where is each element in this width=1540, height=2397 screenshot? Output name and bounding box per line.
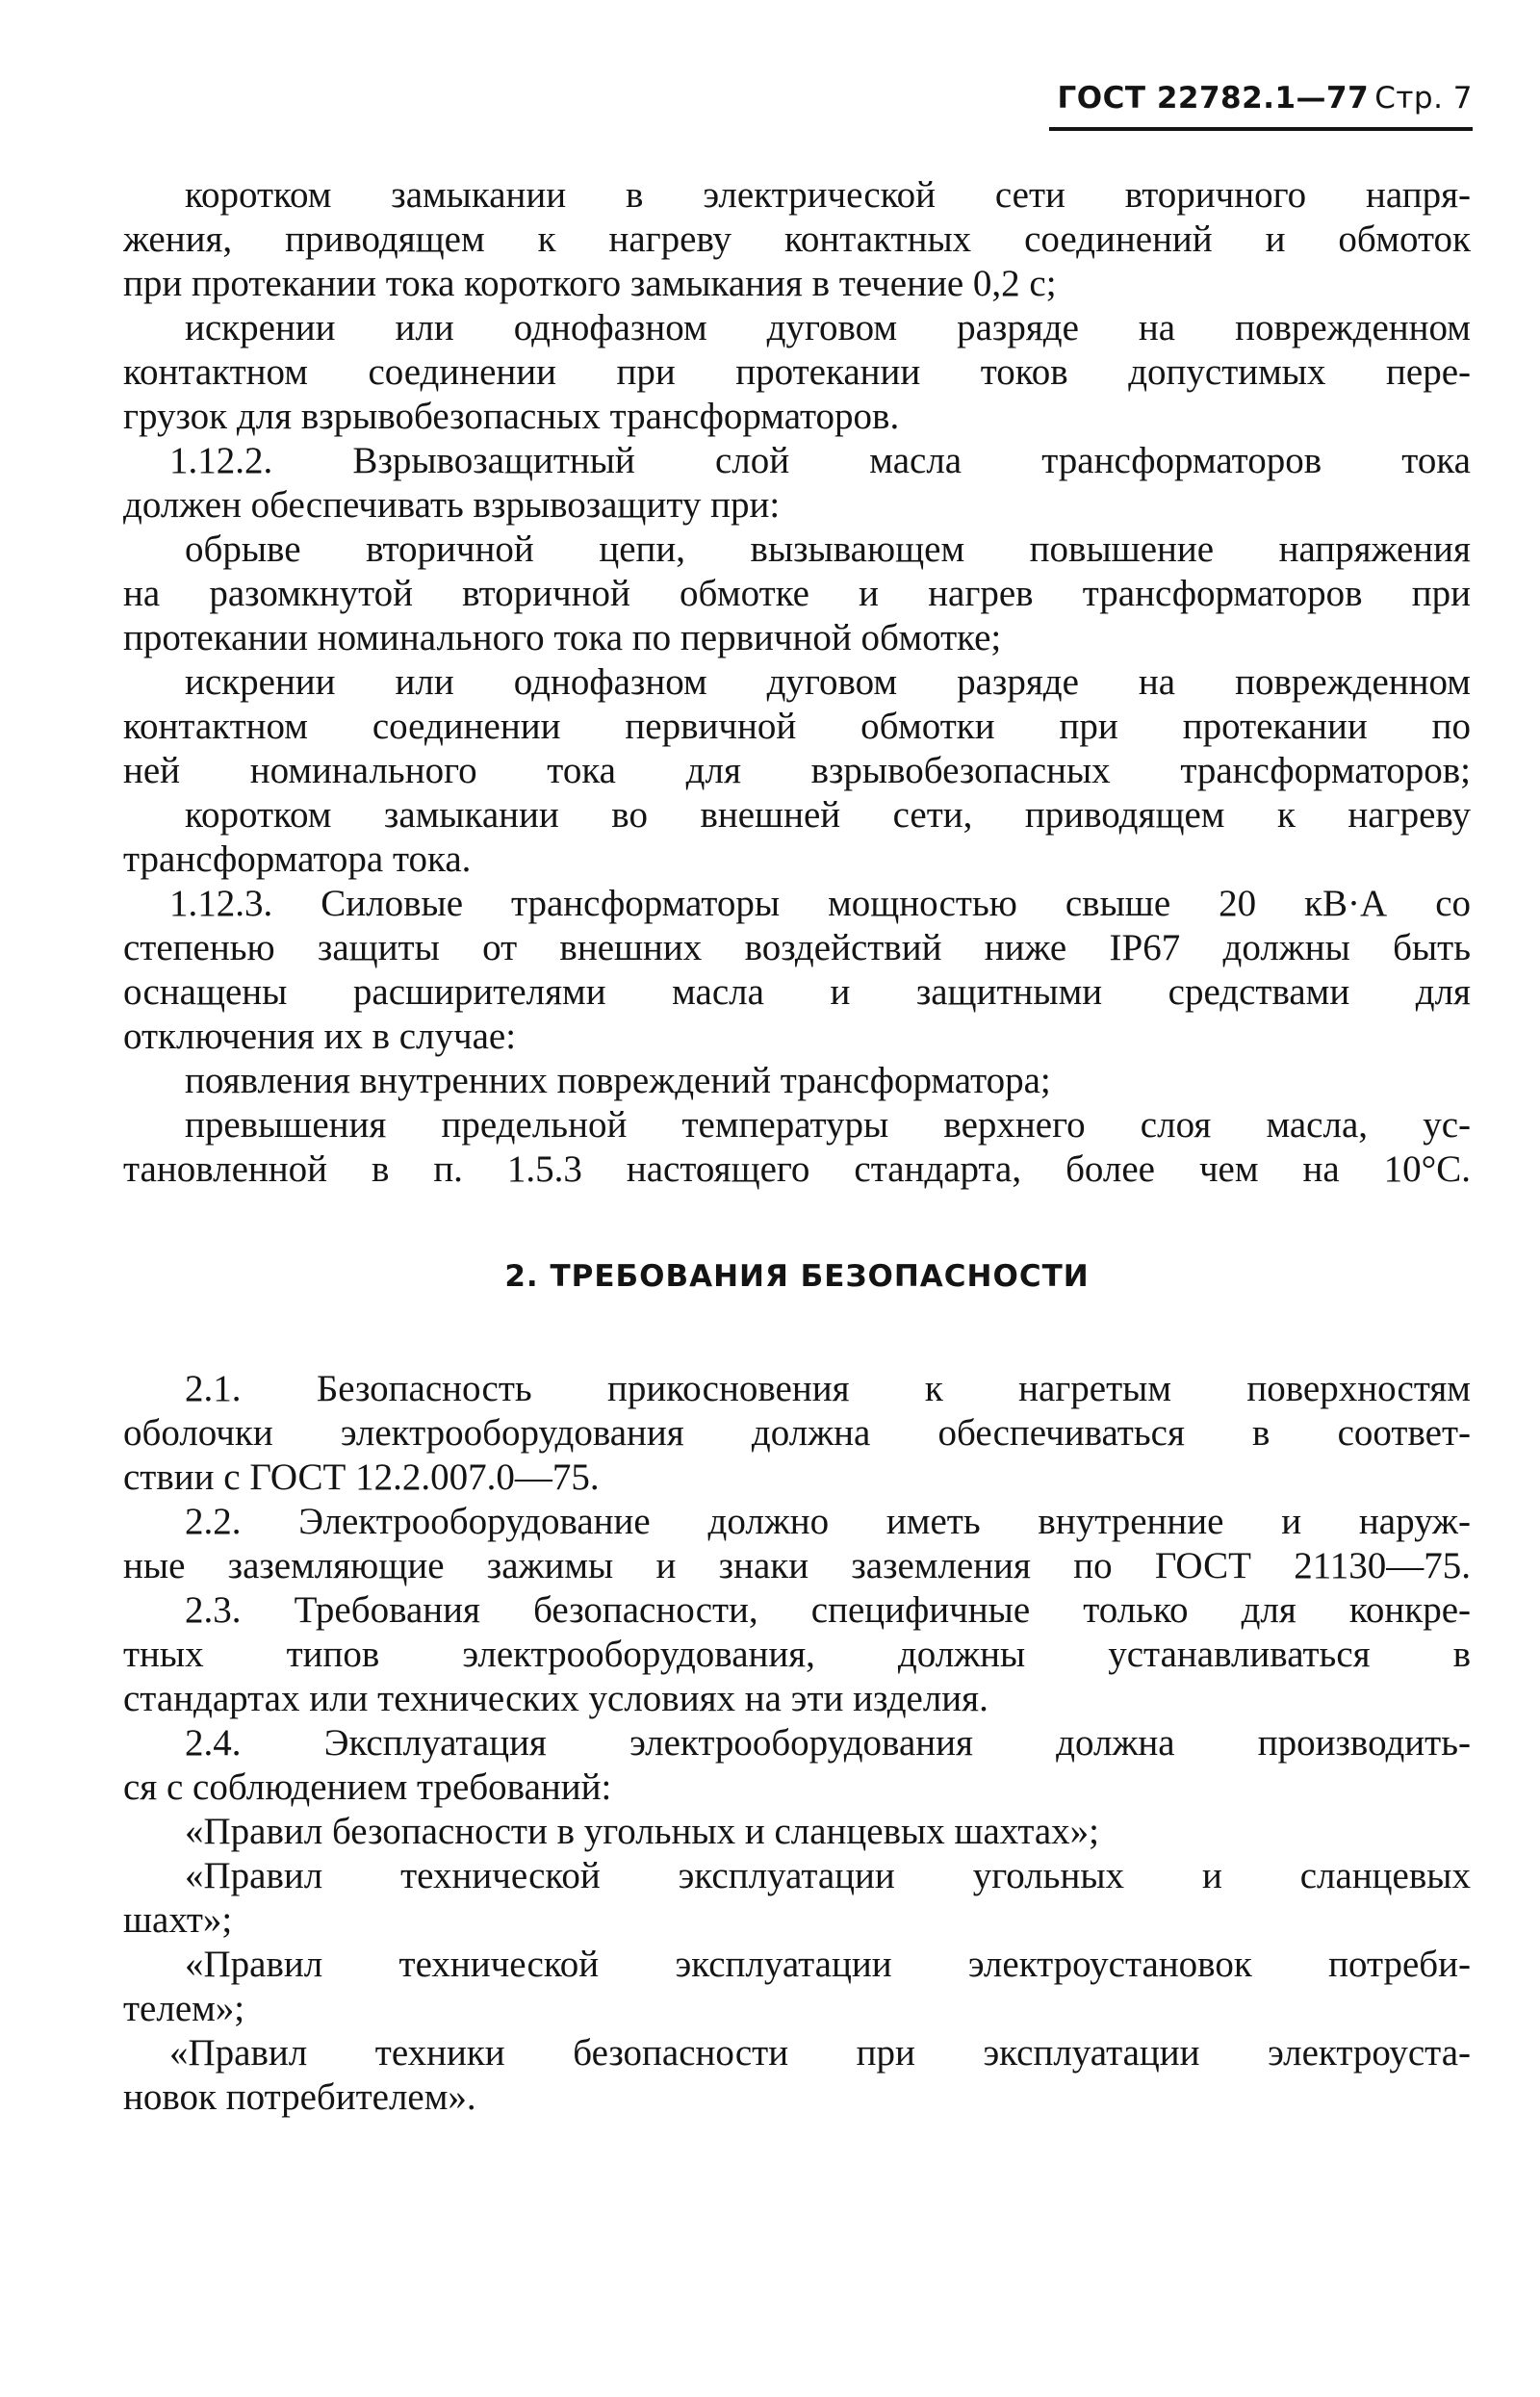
text-line: стандартах или технических условиях на эти изделия. — [123, 1678, 988, 1719]
text-line: превышения предельной температуры верхнего слоя масла, ус- — [185, 1104, 1471, 1146]
text-line: оснащены расширителями масла и защитными средствами для — [123, 971, 1471, 1013]
text-line: жения, приводящем к нагреву контактных соединений и обмоток — [123, 219, 1471, 260]
text-line: искрении или однофазном дуговом разряде на поврежденном — [185, 661, 1471, 703]
text-line: коротком замыкании во внешней сети, приводящем к нагреву — [185, 794, 1471, 836]
text-line: 1.12.3. Силовые трансформаторы мощностью свыше 20 кВ·А со — [169, 883, 1471, 924]
text-line: шахт»; — [123, 1899, 233, 1941]
text-line: 1.12.2. Взрывозащитный слой масла трансформаторов тока — [169, 440, 1471, 481]
text-line: оболочки электрооборудования должна обеспечиваться в соответ- — [123, 1412, 1471, 1454]
text-line: «Правил технической эксплуатации электроустановок потреби- — [185, 1944, 1471, 1985]
text-line: коротком замыкании в электрической сети вторичного напря- — [185, 174, 1471, 216]
text-line: должен обеспечивать взрывозащиту при: — [123, 484, 781, 526]
text-line: трансформатора тока. — [123, 838, 472, 880]
text-line: телем»; — [123, 1988, 245, 2029]
text-line: контактном соединении первичной обмотки при протекании по — [123, 706, 1471, 747]
text-line: контактном соединении при протекании токов допустимых пере- — [123, 351, 1471, 393]
text-line: искрении или однофазном дуговом разряде на поврежденном — [185, 307, 1471, 348]
text-line: ней номинального тока для взрывобезопасных трансформаторов; — [123, 750, 1471, 791]
text-line: «Правил безопасности в угольных и сланцевых шахтах»; — [185, 1811, 1099, 1852]
text-line: 2.1. Безопасность прикосновения к нагретым поверхностям — [185, 1368, 1471, 1409]
text-line: тных типов электрооборудования, должны устанавливаться в — [123, 1634, 1471, 1675]
text-line: отключения их в случае: — [123, 1016, 517, 1057]
page-header — [991, 79, 1473, 117]
text-line: «Правил технической эксплуатации угольных и сланцевых — [185, 1855, 1471, 1896]
text-line: обрыве вторичной цепи, вызывающем повышение напряжения — [185, 528, 1471, 570]
text-line: новок потребителем». — [123, 2076, 476, 2118]
text-line: 2.2. Электрооборудование должно иметь внутренние и наруж- — [185, 1501, 1471, 1542]
text-line: «Правил техники безопасности при эксплуатации электроуста- — [169, 2032, 1471, 2074]
text-line: 2.3. Требования безопасности, специфичные только для конкре- — [185, 1589, 1471, 1631]
section-2-body — [123, 1367, 1471, 2120]
text-line: 2.4. Эксплуатация электрооборудования должна производить- — [185, 1722, 1471, 1764]
text-line: ствии с ГОСТ 12.2.007.0—75. — [123, 1456, 600, 1498]
text-line: на разомкнутой вторичной обмотке и нагрев трансформаторов при — [123, 573, 1471, 614]
page-number: Стр. 7 — [1374, 81, 1473, 116]
text-line: грузок для взрывобезопасных трансформаторов. — [123, 396, 900, 437]
text-line: ся с соблюдением требований: — [123, 1766, 612, 1808]
text-line: при протекании тока короткого замыкания в течение 0,2 с; — [123, 263, 1057, 304]
text-line: ные заземляющие зажимы и знаки заземления по ГОСТ 21130—75. — [123, 1545, 1471, 1586]
text-line: степенью защиты от внешних воздействий ниже IP67 должны быть — [123, 927, 1471, 968]
section-1-continued — [123, 173, 1471, 1192]
text-line: протекании номинального тока по первичной обмотке; — [123, 617, 1002, 658]
text-line: тановленной в п. 1.5.3 настоящего стандарта, более чем на 10°С. — [123, 1148, 1471, 1190]
header-rule — [1049, 127, 1473, 131]
section-2-title: 2. ТРЕБОВАНИЯ БЕЗОПАСНОСТИ — [504, 1259, 1090, 1294]
text-line: появления внутренних повреждений трансформатора; — [185, 1060, 1051, 1101]
doc-id: ГОСТ 22782.1—77 — [1057, 81, 1370, 116]
